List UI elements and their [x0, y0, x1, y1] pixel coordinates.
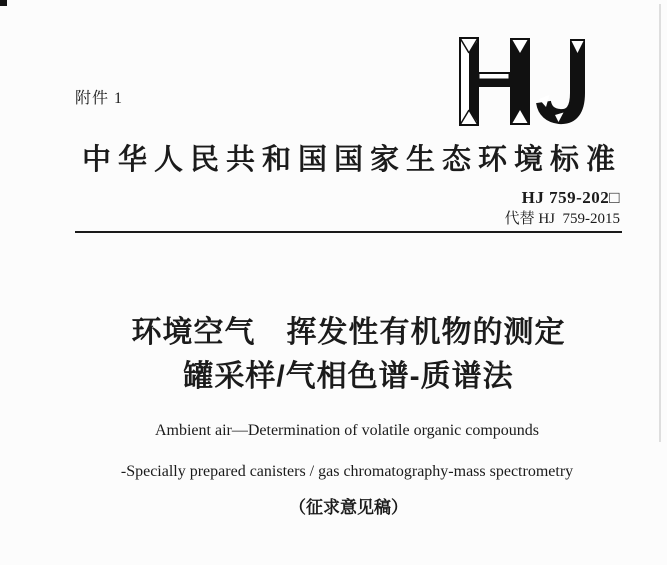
- replaces-note: 代替 HJ 759-2015: [504, 211, 620, 227]
- attachment-label: 附件 1: [75, 90, 124, 107]
- standard-number: HJ 759-202□: [521, 188, 620, 207]
- draft-note: （征求意见稿）: [289, 498, 408, 517]
- scan-corner-mark: [0, 0, 7, 6]
- hj-logo-graphic: [455, 33, 595, 130]
- scan-page-edge: [659, 4, 661, 442]
- title-cn-line2: 罐采样/气相色谱-质谱法: [183, 360, 514, 393]
- title-en-line2: -Specially prepared canisters / gas chromatography-mass spectrometry: [120, 463, 574, 480]
- title-cn-line1: 环境空气 挥发性有机物的测定: [131, 316, 566, 349]
- title-en-line1: Ambient air—Determination of volatile organic compounds: [154, 422, 540, 439]
- hj-logo: [455, 33, 595, 130]
- standard-org-title: 中华人民共和国国家生态环境标准: [82, 144, 623, 176]
- header-rule: [75, 231, 622, 233]
